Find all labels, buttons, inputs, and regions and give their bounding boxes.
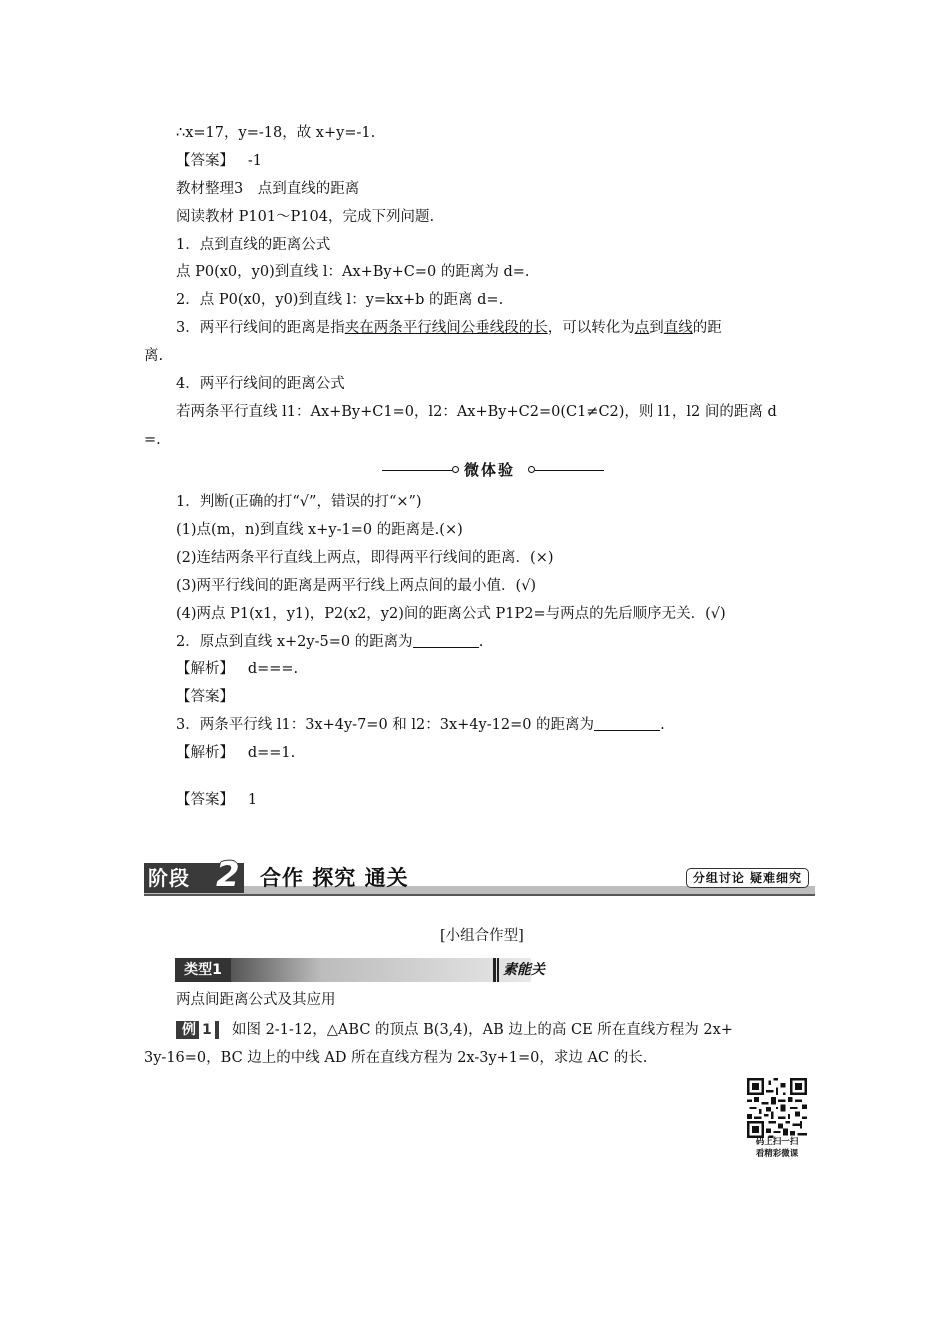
item-4-continuation: =.: [144, 432, 161, 448]
divider-line-right: [535, 470, 604, 471]
type-bar-divider: [493, 958, 499, 982]
solution-text: d===.: [247, 661, 299, 677]
stage-tag: 分组讨论 疑难细究: [686, 868, 809, 888]
question-2-text: 2．原点到直线 x+2y-5=0 的距离为: [176, 634, 413, 650]
reading-instruction: 阅读教材 P101～P104，完成下列问题.: [176, 209, 435, 225]
micro-experience-title: 微体验: [464, 461, 516, 479]
section-heading: 教材整理3 点到直线的距离: [176, 181, 360, 197]
question-2-answer: 【答案】: [176, 689, 234, 705]
answer-value: 1: [247, 792, 258, 808]
item-3-continuation: 离.: [144, 348, 164, 364]
item-3-underline-1: 夹在两条平行线间公垂线段的长: [344, 320, 548, 336]
question-3-answer: [176, 790, 257, 810]
answer-label: 【答案】: [176, 153, 234, 169]
question-2-solution: [176, 659, 298, 679]
topic-title: 两点间距离公式及其应用: [176, 992, 336, 1008]
question-3-end: .: [660, 717, 665, 733]
type-1-tail: 素能关: [503, 962, 545, 978]
micro-experience-divider: [382, 460, 604, 480]
item-3: [176, 318, 722, 338]
type-bar-gradient: [231, 958, 531, 982]
example-1-line-1: [176, 1020, 733, 1040]
solution-label: 【解析】: [176, 745, 234, 761]
question-1-4: (4)两点 P1(x1，y1)，P2(x2，y2)间的距离公式 P1P2=与两点的先后顺序无关．(√): [176, 606, 726, 622]
example-label-text: 例: [182, 1022, 196, 1038]
answer-blank: [594, 716, 660, 731]
item-3-underline-3: 直线: [663, 320, 693, 336]
derivation-line: ∴x=17，y=-18，故 x+y=-1.: [176, 125, 376, 141]
item-3-underline-2: 点: [634, 320, 650, 336]
example-1-text-1: 如图 2-1-12，△ABC 的顶点 B(3,4)，AB 边上的高 CE 所在直线方程为 2x+: [231, 1022, 733, 1038]
question-1-2: (2)连结两条平行直线上两点，即得两平行线间的距离．(×): [176, 550, 554, 566]
divider-dot-left: [452, 466, 459, 473]
answer-label: 【答案】: [176, 792, 234, 808]
question-1: 1．判断(正确的打“√”，错误的打“×”): [176, 494, 422, 510]
answer-blank: [413, 633, 479, 648]
item-1-body: 点 P0(x0，y0)到直线 l：Ax+By+C=0 的距离为 d=.: [176, 264, 530, 280]
solution-text: d==1.: [247, 745, 296, 761]
example-1-line-2: 3y-16=0，BC 边上的中线 AD 所在直线方程为 2x-3y+1=0，求边 AC 的长.: [144, 1050, 648, 1066]
question-3-text: 3．两条平行线 l1：3x+4y-7=0 和 l2：3x+4y-12=0 的距离为: [176, 717, 595, 733]
question-1-1: (1)点(m，n)到直线 x+y-1=0 的距离是.(×): [176, 522, 463, 538]
question-2: [176, 632, 483, 652]
item-4-body: 若两条平行直线 l1：Ax+By+C1=0，l2：Ax+By+C2=0(C1≠C2)，则 l1，l2 间的距离 d: [176, 404, 777, 420]
stage-banner: [144, 855, 815, 896]
item-3-part-b: ，可以转化为: [547, 320, 635, 336]
divider-line-left: [382, 470, 452, 471]
question-3: [176, 715, 665, 735]
qr-code-icon: [747, 1078, 807, 1138]
question-1-3: (3)两平行线间的距离是两平行线上两点间的最小值．(√): [176, 578, 537, 594]
example-label: [176, 1021, 219, 1039]
question-2-end: .: [478, 634, 484, 650]
stage-number: 2: [216, 855, 240, 895]
type-1-bar: [175, 958, 553, 982]
qr-caption-line-2: 看精彩微课: [755, 1149, 799, 1159]
solution-label: 【解析】: [176, 661, 234, 677]
stage-title: 合作 探究 通关: [260, 866, 409, 890]
answer-line: [176, 151, 262, 171]
item-2: 2．点 P0(x0，y0)到直线 l：y=kx+b 的距离 d=.: [176, 292, 504, 308]
item-1-heading: 1．点到直线的距离公式: [176, 237, 331, 253]
question-3-solution: [176, 743, 295, 763]
example-number: 1: [199, 1021, 215, 1039]
item-3-part-d: 的距: [692, 320, 722, 336]
item-4-heading: 4．两平行线间的距离公式: [176, 376, 345, 392]
qr-caption-line-1: 码上扫一扫: [755, 1137, 799, 1147]
qr-caption: [742, 1136, 812, 1160]
answer-value: -1: [247, 153, 262, 169]
stage-label: 阶段: [144, 863, 244, 893]
divider-dot-right: [528, 466, 535, 473]
type-1-label: 类型1: [175, 958, 231, 982]
group-type-heading: [小组合作型]: [440, 928, 524, 944]
item-3-part-a: 3．两平行线间的距离是指: [176, 320, 345, 336]
item-3-part-c: 到: [649, 320, 664, 336]
